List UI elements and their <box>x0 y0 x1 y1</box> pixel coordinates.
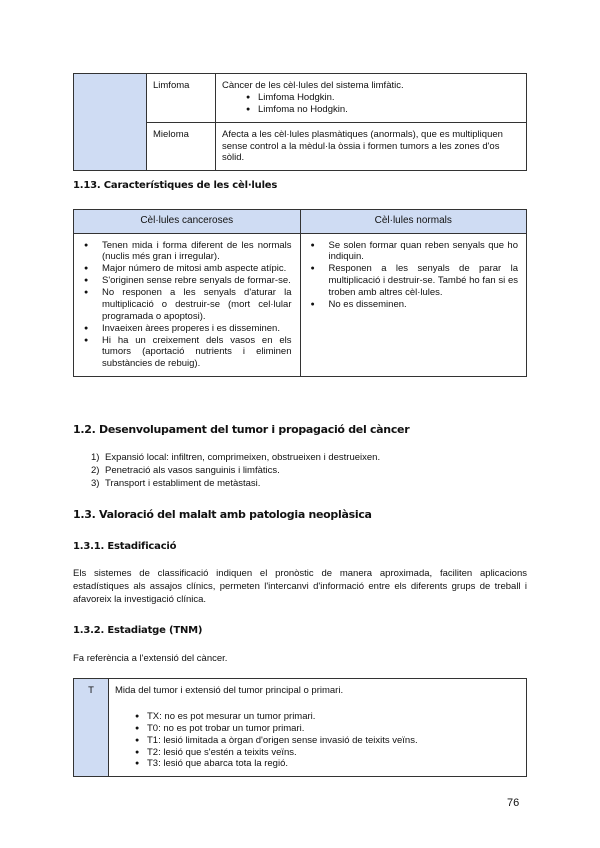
bullet-list <box>309 240 519 311</box>
table-row <box>74 679 527 777</box>
list-number: 3) <box>91 478 100 489</box>
cancer-types-table <box>73 73 527 171</box>
column-header: Cèl·lules canceroses <box>74 210 301 234</box>
table-header-row <box>74 210 527 234</box>
list-item: ● T3: lesió que abarca tota la regió. <box>135 758 520 770</box>
description-text: Càncer de les cèl·lules del sistema limfàtic. <box>222 80 404 91</box>
normal-cells-cell <box>300 233 527 377</box>
cell-characteristics-table <box>73 209 527 377</box>
section-heading: 1.3.2. Estadiatge (TNM) <box>73 625 203 636</box>
tnm-description-cell <box>109 679 527 777</box>
table-row <box>74 233 527 377</box>
list-item: ● T2: lesió que s'estén a teixits veïns. <box>135 747 520 759</box>
list-item: ● T1: lesió limitada a òrgan d'origen sense invasió de teixits veïns. <box>135 735 520 747</box>
row-description: Afecta a les cèl·lules plasmàtiques (anormals), que es multipliquen sense control a la mèdul·la òssia i formen tumors a les zones d'os sòlid. <box>216 122 527 171</box>
list-item: ● Major número de mitosi amb aspecte atípic. <box>82 263 292 275</box>
list-item: ● TX: no es pot mesurar un tumor primari. <box>135 711 520 723</box>
table-row <box>74 74 527 123</box>
page-number: 76 <box>507 797 520 809</box>
list-item: ● Limfoma Hodgkin. <box>246 92 520 104</box>
section-heading: 1.3. Valoració del malalt amb patologia neoplàsica <box>73 508 372 521</box>
column-header: Cèl·lules normals <box>300 210 527 234</box>
section-heading: 1.2. Desenvolupament del tumor i propagació del càncer <box>73 423 410 436</box>
bullet-list <box>82 240 292 371</box>
list-item: ● S'originen sense rebre senyals de formar-se. <box>82 275 292 287</box>
list-item: ● Responen a les senyals de parar la multiplicació i destruir-se. També ho fan si es troben amb altres cèl·lules. <box>309 263 519 299</box>
list-text: Penetració als vasos sanguinis i limfàtics. <box>105 465 280 476</box>
paragraph: Els sistemes de classificació indiquen el pronòstic de manera aproximada, faciliten aplicacions estadístiques als assajos clínics, permeten l'intercanvi d'informació entre els diferents grups de treball i afavoreix la investigació clínica. <box>73 568 527 605</box>
list-item: ● Limfoma no Hodgkin. <box>246 104 520 116</box>
bullet-list <box>222 92 520 116</box>
list-text: Transport i establiment de metàstasi. <box>105 478 261 489</box>
bullet-list <box>115 711 520 770</box>
row-label: Mieloma <box>147 122 216 171</box>
section-heading: 1.13. Característiques de les cèl·lules <box>73 180 278 191</box>
list-item: ● Hi ha un creixement dels vasos en els tumors (aportació nutrients i eliminen substàncies de rebuig). <box>82 335 292 371</box>
list-text: Expansió local: infiltren, comprimeixen, obstrueixen i destrueixen. <box>105 452 381 463</box>
row-label: Limfoma <box>147 74 216 123</box>
list-item <box>73 478 380 491</box>
list-item: ● Se solen formar quan reben senyals que ho indiquin. <box>309 240 519 264</box>
row-description <box>216 74 527 123</box>
list-item <box>73 465 380 478</box>
tnm-table <box>73 678 527 777</box>
list-item: ● T0: no es pot trobar un tumor primari. <box>135 723 520 735</box>
numbered-list <box>73 452 380 491</box>
list-item <box>73 452 380 465</box>
tnm-label-cell: T <box>74 679 109 777</box>
list-number: 1) <box>91 452 100 463</box>
paragraph: Fa referència a l'extensió del càncer. <box>73 653 228 664</box>
list-item: ● Tenen mida i forma diferent de les normals (nuclis més gran i irregular). <box>82 240 292 264</box>
description-text: Mida del tumor i extensió del tumor principal o primari. <box>115 685 344 696</box>
cancer-cells-cell <box>74 233 301 377</box>
section-heading: 1.3.1. Estadificació <box>73 541 177 552</box>
list-item: ● Invaeixen àrees properes i es disseminen. <box>82 323 292 335</box>
list-number: 2) <box>91 465 100 476</box>
blank-category-cell <box>74 74 147 171</box>
list-item: ● No responen a les senyals d'aturar la multiplicació o destruir-se (mort cel·lular programada o apoptosi). <box>82 287 292 323</box>
list-item: ● No es disseminen. <box>309 299 519 311</box>
